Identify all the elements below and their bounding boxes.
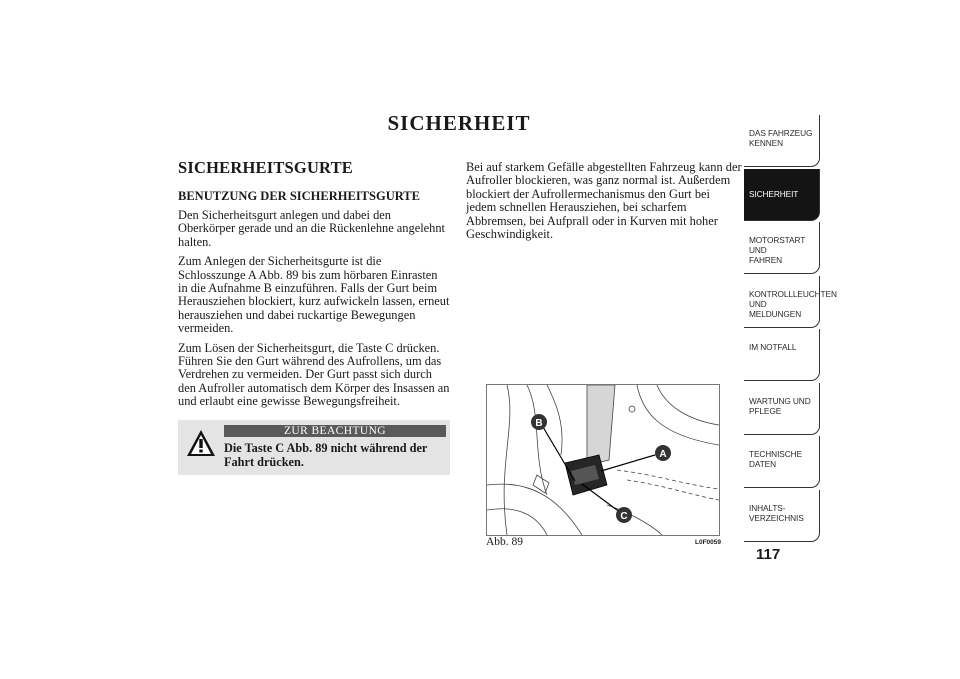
paragraph: Zum Anlegen der Sicherheitsgurte ist die Schlosszunge A Abb. 89 bis zum hörbaren Einrasten in die Aufnahme B einzuführen. Falls der Gurt beim Herausziehen blockiert, kurz aufwickeln lassen, erneut herausziehen und dabei ruckartige Bewegungen vermeiden. [178, 254, 450, 336]
paragraph: Den Sicherheitsgurt anlegen und dabei den Oberkörper gerade und an die Rückenlehne angelehnt halten. [178, 208, 445, 249]
paragraph: Bei auf starkem Gefälle abgestellten Fahrzeug kann der Aufroller blockieren, was ganz normal ist. Außerdem blockiert der Aufrollermechanismus den Gurt bei jedem schnellen Herausziehen, bei scharfem Abbremsen, bei Aufprall oder in Kurven mit hoher Geschwindigkeit. [466, 160, 742, 242]
tab-technische-daten[interactable]: TECHNISCHE DATEN [744, 436, 820, 488]
callout-b: B [535, 418, 543, 429]
warning-triangle-icon [186, 429, 216, 457]
warning-box [178, 420, 450, 475]
callout-a: A [659, 449, 667, 460]
figure-caption: Abb. 89 [486, 536, 524, 548]
page-title: SICHERHEIT [387, 111, 531, 135]
tab-motorstart-und-fahren[interactable]: MOTORSTART UND FAHREN [744, 222, 820, 274]
tab-sicherheit[interactable]: SICHERHEIT [744, 169, 820, 221]
tab-wartung-und-pflege[interactable]: WARTUNG UND PFLEGE [744, 383, 820, 435]
right-column [466, 161, 742, 247]
left-column [178, 209, 450, 415]
tab-das-fahrzeug-kennen[interactable]: DAS FAHRZEUG KENNEN [744, 115, 820, 167]
subsection-title: BENUTZUNG DER SICHERHEITSGURTE [178, 189, 420, 203]
section-title: SICHERHEITSGURTE [178, 158, 354, 177]
seatbelt-illustration [487, 385, 719, 535]
callout-c: C [620, 511, 628, 522]
tab-inhaltsverzeichnis[interactable]: INHALTS- VERZEICHNIS [744, 490, 820, 542]
chapter-sidebar [744, 115, 837, 543]
tab-kontrollleuchten[interactable]: KONTROLLLEUCHTEN UND MELDUNGEN [744, 276, 820, 328]
warning-label: ZUR BEACHTUNG [224, 425, 446, 437]
paragraph: Zum Lösen der Sicherheitsgurt, die Taste C drücken. Führen Sie den Gurt während des Aufrollens, um das Verdrehen zu vermeiden. Der Gurt passt sich durch den Aufroller automatisch dem Körper des Insassen an und erlaubt eine gewisse Bewegungsfreiheit. [178, 340, 450, 409]
figure-code: L0F0059 [695, 539, 722, 546]
figure-seatbelt [486, 384, 720, 536]
page-number: 117 [756, 546, 781, 563]
tab-im-notfall[interactable]: IM NOTFALL [744, 329, 820, 381]
warning-text: Die Taste C Abb. 89 nicht während der Fahrt drücken. [224, 441, 428, 469]
